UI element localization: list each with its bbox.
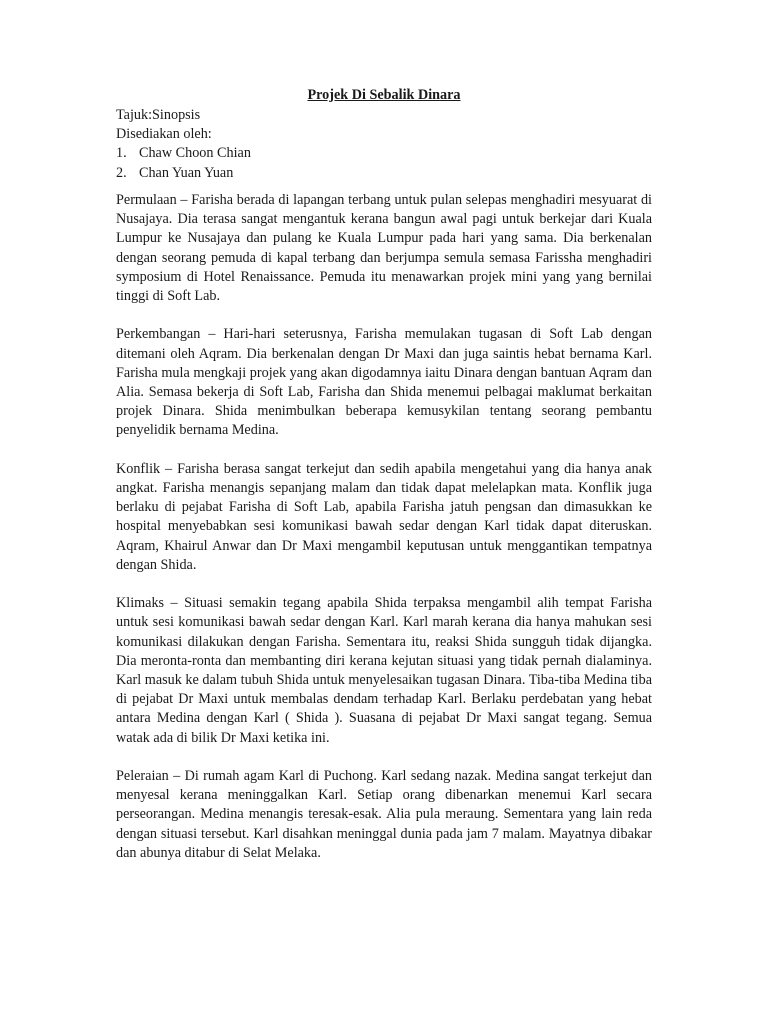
paragraph-perkembangan: Perkembangan – Hari-hari seterusnya, Farisha memulakan tugasan di Soft Lab dengan ditemani oleh Aqram. Dia berkenalan dengan Dr Maxi dan juga saintis hebat bernama Karl. Farisha mula mengkaji projek yang akan digodamnya iaitu Dinara dengan bantuan Aqram dan Alia. Semasa bekerja di Soft Lab, Farisha dan Shida menemui pelbagai maklumat berkaitan projek Dinara. Shida menimbulkan beberapa kemusykilan tentang seorang pembantu penyelidik bernama Medina. (116, 326, 652, 439)
author-name: Chan Yuan Yuan (139, 164, 234, 181)
author-number: 1. (116, 145, 127, 162)
paragraph-klimaks: Klimaks – Situasi semakin tegang apabila Shida terpaksa mengambil alih tempat Farisha untuk sesi komunikasi bawah sedar dengan Karl. Karl marah kerana dia hanya mahukan sesi komunikasi dilakukan dengan Farisha. Sementara itu, reaksi Shida sungguh tidak dijangka. Dia meronta-ronta dan membanting diri kerana kejutan situasi yang tidak pernah dialaminya. Karl masuk ke dalam tubuh Shida untuk menyelesaikan tugasan Dinara. Tiba-tiba Medina tiba di pejabat Dr Maxi untuk membalas dendam terhadap Karl. Berlaku perdebatan yang hebat antara Medina dengan Karl ( Shida ). Suasana di pejabat Dr Maxi sangat tegang. Semua watak ada di bilik Dr Maxi ketika ini. (116, 595, 652, 746)
document-title: Projek Di Sebalik Dinara (307, 87, 461, 103)
author-name: Chaw Choon Chian (139, 145, 251, 162)
author-item (116, 164, 652, 183)
paragraph-permulaan: Permulaan – Farisha berada di lapangan terbang untuk pulan selepas menghadiri mesyuarat di Nusajaya. Dia terasa sangat mengantuk kerana bangun awal pagi untuk berkejar dari Kuala Lumpur ke Nusajaya dan pulang ke Kuala Lumpur pada hari yang sama. Dia berkenalan dengan seorang pemuda di kapal terbang dan berjumpa semula semasa Farissha menghadiri symposium di Hotel Renaissance. Pemuda itu menawarkan projek mini yang yang bernilai tinggi di Soft Lab. (116, 192, 652, 305)
document-meta (116, 106, 652, 183)
prepared-by-line: Disediakan oleh: (116, 126, 212, 143)
author-item (116, 144, 652, 163)
author-number: 2. (116, 164, 127, 181)
paragraph-peleraian: Peleraian – Di rumah agam Karl di Puchong. Karl sedang nazak. Medina sangat terkejut dan menyesal kerana meninggalkan Karl. Setiap orang dibenarkan menemui Karl secara perseorangan. Medina menangis teresak-esak. Alia pula meraung. Sementara yang lain reda dengan situasi tersebut. Karl disahkan meninggal dunia pada jam 7 malam. Mayatnya dibakar dan abunya ditabur di Selat Melaka. (116, 768, 652, 861)
tajuk-line: Tajuk:Sinopsis (116, 107, 201, 123)
paragraph-konflik: Konflik – Farisha berasa sangat terkejut dan sedih apabila mengetahui yang dia hanya anak angkat. Farisha menangis sepanjang malam dan tidak dapat melelapkan mata. Konflik juga berlaku di pejabat Farisha di Soft Lab, apabila Farisha jatuh pengsan dan dimasukkan ke hospital menyebabkan sesi komunikasi bawah sedar dengan Karl tidak dapat diteruskan. Aqram, Khairul Anwar dan Dr Maxi mengambil keputusan untuk menggantikan tempatnya dengan Shida. (116, 460, 652, 573)
synopsis-body (116, 191, 652, 882)
author-list (116, 144, 652, 182)
